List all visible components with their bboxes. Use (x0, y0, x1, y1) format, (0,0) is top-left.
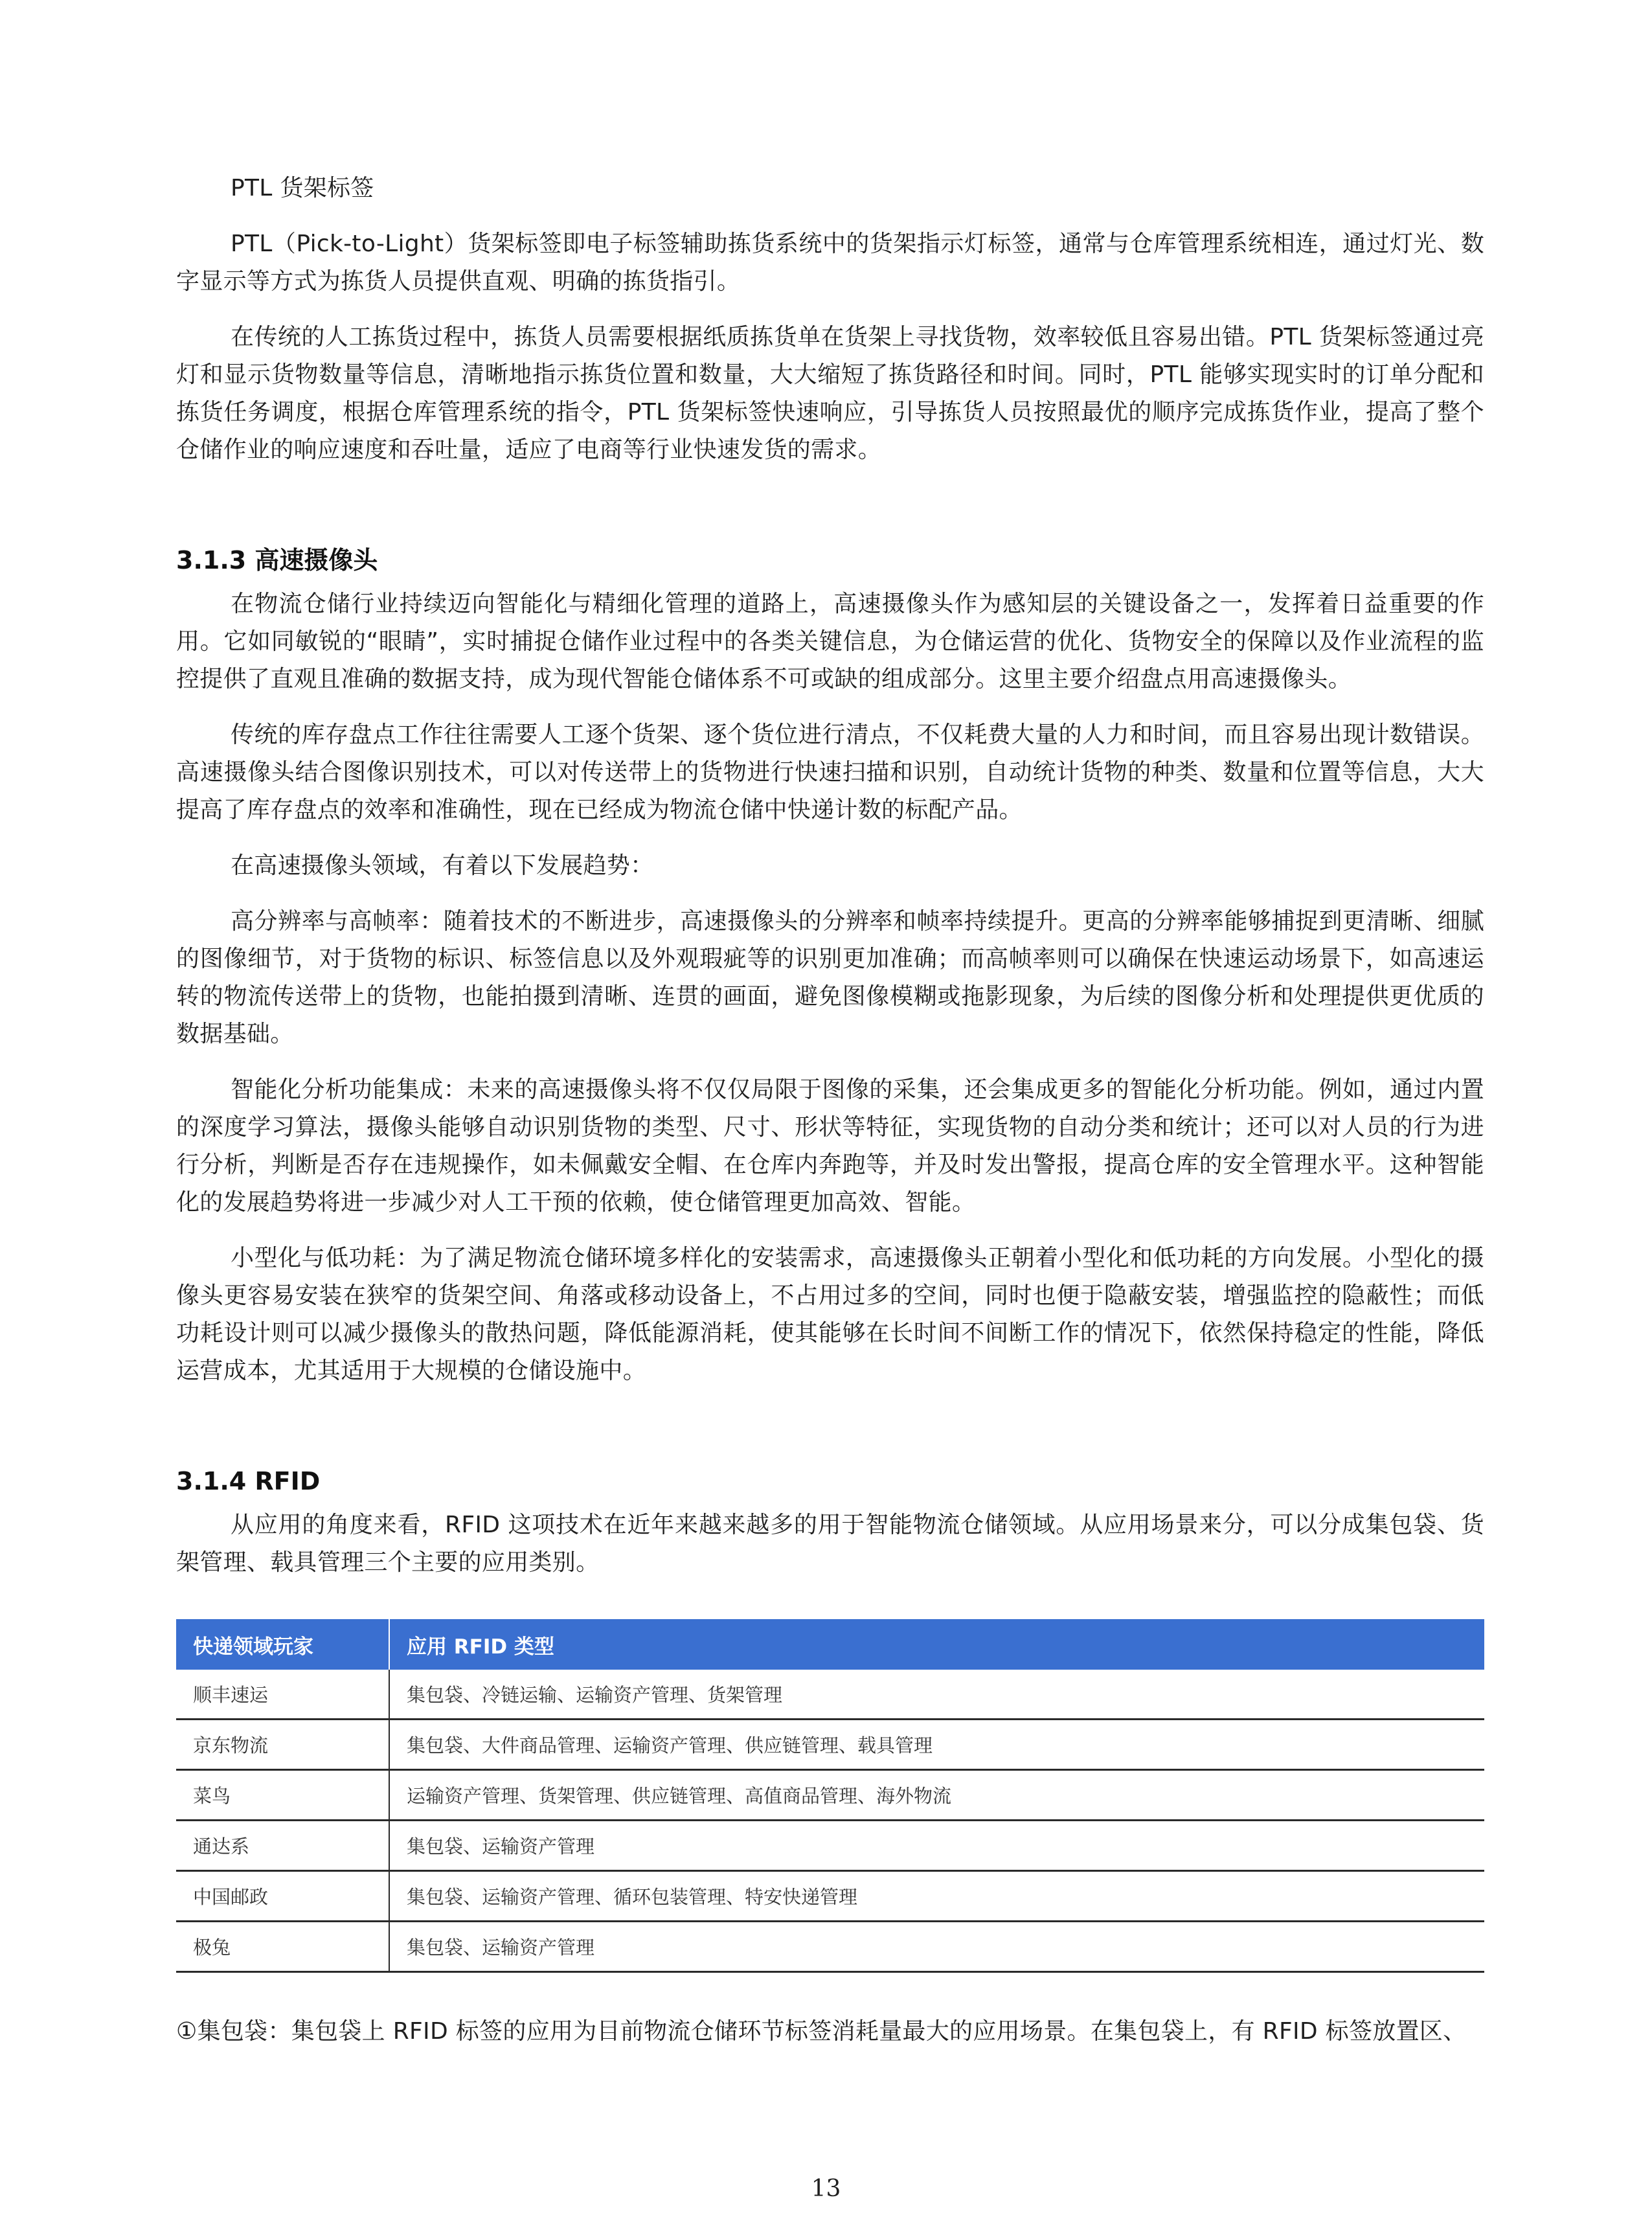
page-content (176, 170, 1484, 2069)
table-cell-player: 极兔 (176, 1922, 389, 1972)
camera-paragraph-2: 传统的库存盘点工作往往需要人工逐个货架、逐个货位进行清点，不仅耗费大量的人力和时间，而且容易出现计数错误。高速摄像头结合图像识别技术，可以对传送带上的货物进行快速扫描和识别，自动统计货物的种类、数量和位置等信息，大大提高了库存盘点的效率和准确性，现在已经成为物流仓储中快递计数的标配产品。 (176, 721, 1484, 823)
table-cell-type: 集包袋、运输资产管理 (389, 1922, 1484, 1972)
camera-paragraph-4: 高分辨率与高帧率：随着技术的不断进步，高速摄像头的分辨率和帧率持续提升。更高的分辨率能够捕捉到更清晰、细腻的图像细节，对于货物的标识、标签信息以及外观瑕疵等的识别更加准确；而高帧率则可以确保在快速运动场景下，如高速运转的物流传送带上的货物，也能拍摄到清晰、连贯的画面，避免图像模糊或拖影现象，为后续的图像分析和处理提供更优质的数据基础。 (176, 908, 1484, 1047)
table-row (176, 1821, 1484, 1871)
camera-paragraph-3: 在高速摄像头领域，有着以下发展趋势： (231, 852, 654, 879)
camera-paragraph-6: 小型化与低功耗：为了满足物流仓储环境多样化的安装需求，高速摄像头正朝着小型化和低功耗的方向发展。小型化的摄像头更容易安装在狭窄的货架空间、角落或移动设备上，不占用过多的空间，同时也便于隐蔽安装，增强监控的隐蔽性；而低功耗设计则可以减少摄像头的散热问题，降低能源消耗，使其能够在长时间不间断工作的情况下，依然保持稳定的性能，降低运营成本，尤其适用于大规模的仓储设施中。 (176, 1245, 1484, 1384)
rfid-paragraph-2: ①集包袋：集包袋上 RFID 标签的应用为目前物流仓储环节标签消耗量最大的应用场景。在集包袋上，有 RFID 标签放置区、 (176, 2018, 1467, 2045)
ptl-paragraph-2: 在传统的人工拣货过程中，拣货人员需要根据纸质拣货单在货架上寻找货物，效率较低且容易出错。PTL 货架标签通过亮灯和显示货物数量等信息，清晰地指示拣货位置和数量，大大缩短了拣货路径和时间。同时，PTL 能够实现实时的订单分配和拣货任务调度，根据仓库管理系统的指令，PTL 货架标签快速响应，引导拣货人员按照最优的顺序完成拣货作业，提高了整个仓储作业的响应速度和吞吐量，适应了电商等行业快速发货的需求。 (176, 324, 1484, 463)
section-heading-camera: 3.1.3 高速摄像头 (176, 546, 378, 574)
table-cell-type: 集包袋、冷链运输、运输资产管理、货架管理 (389, 1670, 1484, 1720)
table-row (176, 1670, 1484, 1720)
table-header-player: 快递领域玩家 (176, 1619, 389, 1670)
camera-paragraph-1: 在物流仓储行业持续迈向智能化与精细化管理的道路上，高速摄像头作为感知层的关键设备之一，发挥着日益重要的作用。它如同敏锐的“眼睛”，实时捕捉仓储作业过程中的各类关键信息，为仓储运营的优化、货物安全的保障以及作业流程的监控提供了直观且准确的数据支持，成为现代智能仓储体系不可或缺的组成部分。这里主要介绍盘点用高速摄像头。 (176, 591, 1484, 692)
table-cell-type: 集包袋、运输资产管理、循环包装管理、特安快递管理 (389, 1871, 1484, 1922)
table-row (176, 1871, 1484, 1922)
ptl-title: PTL 货架标签 (231, 175, 374, 201)
table-cell-type: 集包袋、运输资产管理 (389, 1821, 1484, 1871)
table-row (176, 1720, 1484, 1770)
camera-paragraph-5: 智能化分析功能集成：未来的高速摄像头将不仅仅局限于图像的采集，还会集成更多的智能化分析功能。例如，通过内置的深度学习算法，摄像头能够自动识别货物的类型、尺寸、形状等特征，实现货物的自动分类和统计；还可以对人员的行为进行分析，判断是否存在违规操作，如未佩戴安全帽、在仓库内奔跑等，并及时发出警报，提高仓库的安全管理水平。这种智能化的发展趋势将进一步减少对人工干预的依赖，使仓储管理更加高效、智能。 (176, 1076, 1484, 1216)
table-cell-player: 菜鸟 (176, 1770, 389, 1821)
table-cell-type: 运输资产管理、货架管理、供应链管理、高值商品管理、海外物流 (389, 1770, 1484, 1821)
table-row (176, 1922, 1484, 1972)
table-cell-player: 京东物流 (176, 1720, 389, 1770)
table-cell-player: 通达系 (176, 1821, 389, 1871)
table-header-row (176, 1619, 1484, 1670)
rfid-paragraph-1: 从应用的角度来看，RFID 这项技术在近年来越来越多的用于智能物流仓储领域。从应用场景来分，可以分成集包袋、货架管理、载具管理三个主要的应用类别。 (176, 1512, 1484, 1576)
section-heading-rfid: 3.1.4 RFID (176, 1467, 321, 1495)
rfid-table (176, 1619, 1484, 1973)
table-cell-type: 集包袋、大件商品管理、运输资产管理、供应链管理、载具管理 (389, 1720, 1484, 1770)
table-row (176, 1770, 1484, 1821)
table-header-rfid-type: 应用 RFID 类型 (389, 1619, 1484, 1670)
page-number: 13 (811, 2175, 841, 2202)
table-cell-player: 顺丰速运 (176, 1670, 389, 1720)
ptl-paragraph-1: PTL（Pick-to-Light）货架标签即电子标签辅助拣货系统中的货架指示灯标签，通常与仓库管理系统相连，通过灯光、数字显示等方式为拣货人员提供直观、明确的拣货指引。 (176, 231, 1484, 295)
table-cell-player: 中国邮政 (176, 1871, 389, 1922)
